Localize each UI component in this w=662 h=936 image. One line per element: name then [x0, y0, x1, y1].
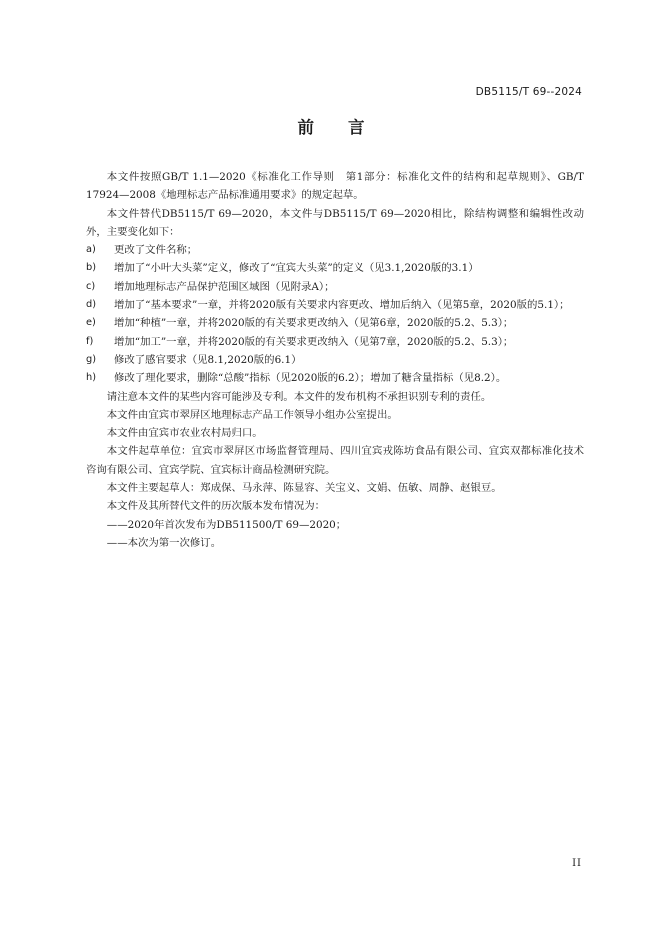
history-item: ——本次为第一次修订。: [106, 536, 222, 549]
intro-paragraph-1: 本文件按照GB/T 1.1—2020《标准化工作导则 第1部分：标准化文件的结构和起草规则》、GB/T 17924—2008《地理标志产品标准通用要求》的规定起草。: [86, 171, 584, 202]
patent-notice: 请注意本文件的某些内容可能涉及专利。本文件的发布机构不承担识别专利的责任。: [106, 390, 492, 403]
changes-list: [86, 241, 584, 387]
list-item-text: 增加地理标志产品保护范围区域图（见附录A）；: [114, 280, 335, 293]
history-item: ——2020年首次发布为DB511500/T 69—2020；: [106, 518, 347, 531]
list-marker: e): [86, 317, 96, 329]
list-item-text: 修改了感官要求（见8.1,2020版的6.1）: [114, 353, 302, 366]
list-marker: b): [86, 262, 97, 274]
list-item-text: 增加了“基本要求”一章，并将2020版有关要求内容更改、增加后纳入（见第5章，2020版的5.1）；: [114, 299, 570, 312]
list-marker: c): [86, 280, 96, 292]
intro-paragraph-2: 本文件替代DB5115/T 69—2020，本文件与DB5115/T 69—2020相比，除结构调整和编辑性改动外，主要变化如下：: [86, 207, 584, 238]
page-title: 前言: [297, 118, 399, 137]
drafters: 本文件主要起草人：郑成保、马永萍、陈显容、关宝义、文娟、伍敏、周静、赵银豆。: [106, 482, 502, 495]
list-item: [86, 333, 584, 351]
list-item: [86, 314, 584, 332]
list-item-text: 修改了理化要求，删除“总酸”指标（见2020版的6.2）；增加了糖含量指标（见8.2）。: [114, 372, 507, 385]
list-item: [86, 369, 584, 387]
list-marker: d): [86, 299, 97, 311]
foreword-body: [86, 168, 584, 552]
proposer-statement: 本文件由宜宾市翠屏区地理标志产品工作领导小组办公室提出。: [106, 408, 398, 421]
list-marker: f): [86, 335, 94, 347]
list-item-text: 增加了“小叶大头菜”定义，修改了“宜宾大头菜”的定义（见3.1,2020版的3.1）: [114, 262, 479, 275]
list-item-text: 增加“加工”一章，并将2020版的有关要求更改纳入（见第7章，2020版的5.2、5.3）；: [114, 335, 514, 348]
list-item: [86, 351, 584, 369]
list-item: [86, 241, 584, 259]
list-item-text: 更改了文件名称；: [114, 244, 198, 257]
history-intro: 本文件及其所替代文件的历次版本发布情况为：: [106, 500, 325, 513]
list-item: [86, 296, 584, 314]
list-marker: a): [86, 244, 96, 256]
list-item: [86, 259, 584, 277]
list-marker: g): [86, 353, 97, 365]
document-code: DB5115/T 69--2024: [475, 86, 582, 98]
list-item: [86, 278, 584, 296]
list-item-text: 增加“种植”一章，并将2020版的有关要求更改纳入（见第6章，2020版的5.2、5.3）；: [114, 317, 514, 330]
list-marker: h): [86, 372, 97, 384]
page-number: II: [572, 858, 582, 869]
drafting-units: 本文件起草单位：宜宾市翠屏区市场监督管理局、四川宜宾戎陈坊食品有限公司、宜宾双都标准化技术咨询有限公司、宜宾学院、宜宾标计商品检测研究院。: [86, 445, 584, 476]
administrator-statement: 本文件由宜宾市农业农村局归口。: [106, 427, 263, 440]
